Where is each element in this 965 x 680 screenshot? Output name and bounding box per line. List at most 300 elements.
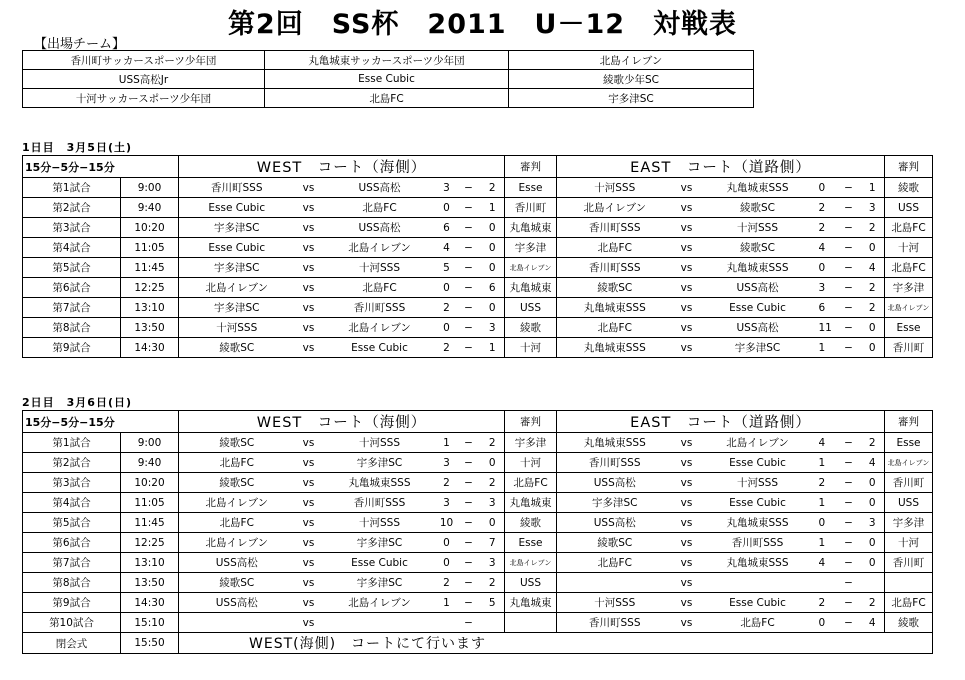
cell-e-vs: vs (673, 278, 701, 298)
cell-w-vs: vs (295, 533, 323, 553)
cell-e-ref: 綾歌 (885, 613, 933, 633)
cell-e-home: 宇多津SC (557, 493, 673, 513)
cell-w-s1: 0 (437, 533, 457, 553)
cell-no: 第1試合 (23, 178, 121, 198)
cell-e-ref (885, 573, 933, 593)
cell-e-s1: 2 (815, 593, 837, 613)
cell-w-s2: 3 (481, 318, 505, 338)
cell-e-dash: − (837, 453, 861, 473)
cell-e-home: 香川町SSS (557, 258, 673, 278)
cell-w-ref: 丸亀城東 (505, 278, 557, 298)
cell-w-s2: 3 (481, 553, 505, 573)
teams-table (22, 50, 754, 108)
cell-w-away: 宇多津SC (323, 573, 437, 593)
cell-w-ref: 十河 (505, 453, 557, 473)
cell-w-vs: vs (295, 453, 323, 473)
cell-e-dash: − (837, 553, 861, 573)
cell-e-dash: − (837, 298, 861, 318)
day1-schedule-table (22, 155, 933, 358)
cell-w-ref: 丸亀城東 (505, 593, 557, 613)
cell-e-vs: vs (673, 433, 701, 453)
cell-w-home: Esse Cubic (179, 198, 295, 218)
match-row (23, 553, 933, 573)
cell-w-s1: 0 (437, 278, 457, 298)
east-court-header: EAST コート（道路側） (557, 156, 885, 178)
cell-w-s1: 4 (437, 238, 457, 258)
cell-e-vs: vs (673, 553, 701, 573)
cell-e-s2: 2 (861, 298, 885, 318)
east-court-header: EAST コート（道路側） (557, 411, 885, 433)
cell-e-vs: vs (673, 218, 701, 238)
cell-time: 9:40 (121, 453, 179, 473)
cell-w-dash: − (457, 318, 481, 338)
cell-w-away: 北島イレブン (323, 593, 437, 613)
cell-w-dash: − (457, 198, 481, 218)
cell-w-home: 北島イレブン (179, 278, 295, 298)
match-row (23, 178, 933, 198)
cell-e-ref: 宇多津 (885, 278, 933, 298)
match-row (23, 433, 933, 453)
cell-w-s2: 2 (481, 473, 505, 493)
cell-w-dash: − (457, 593, 481, 613)
cell-w-dash: − (457, 473, 481, 493)
cell-w-s1: 1 (437, 433, 457, 453)
cell-e-s1: 11 (815, 318, 837, 338)
cell-w-away: 香川町SSS (323, 493, 437, 513)
cell-w-s2: 5 (481, 593, 505, 613)
cell-e-vs: vs (673, 298, 701, 318)
cell-e-ref: 香川町 (885, 553, 933, 573)
cell-e-ref: 香川町 (885, 338, 933, 358)
cell-w-home: USS高松 (179, 553, 295, 573)
cell-w-s1: 3 (437, 178, 457, 198)
cell-e-away: Esse Cubic (701, 493, 815, 513)
cell-w-home: 宇多津SC (179, 298, 295, 318)
cell-no: 第6試合 (23, 533, 121, 553)
cell-w-away: USS高松 (323, 178, 437, 198)
cell-w-s2: 0 (481, 258, 505, 278)
cell-no: 第3試合 (23, 218, 121, 238)
cell-time: 13:10 (121, 298, 179, 318)
cell-w-s2: 0 (481, 298, 505, 318)
cell-w-home: 北島イレブン (179, 533, 295, 553)
cell-e-s2: 1 (861, 178, 885, 198)
closing-label: 閉会式 (23, 633, 121, 654)
cell-e-ref: USS (885, 493, 933, 513)
cell-e-s2: 0 (861, 553, 885, 573)
cell-w-away (323, 613, 437, 633)
cell-e-s1 (815, 573, 837, 593)
page-title: 第2回 SS杯 2011 U－12 対戦表 (227, 9, 738, 40)
cell-w-vs: vs (295, 433, 323, 453)
cell-e-s2: 4 (861, 258, 885, 278)
referee-header: 審判 (505, 156, 557, 178)
team-cell: 綾歌少年SC (509, 70, 754, 89)
cell-e-away: 十河SSS (701, 473, 815, 493)
cell-e-dash: − (837, 338, 861, 358)
cell-w-home: 宇多津SC (179, 258, 295, 278)
cell-w-dash: − (457, 613, 481, 633)
cell-w-dash: − (457, 178, 481, 198)
cell-e-s1: 1 (815, 453, 837, 473)
team-cell: 十河サッカースポーツ少年団 (23, 89, 265, 108)
cell-w-vs: vs (295, 553, 323, 573)
cell-w-s1: 2 (437, 338, 457, 358)
cell-e-away: Esse Cubic (701, 298, 815, 318)
cell-w-vs: vs (295, 573, 323, 593)
cell-e-ref: 北島イレブン (885, 453, 933, 473)
cell-w-vs: vs (295, 338, 323, 358)
cell-w-home: 綾歌SC (179, 433, 295, 453)
cell-w-away: 十河SSS (323, 513, 437, 533)
cell-w-home: 宇多津SC (179, 218, 295, 238)
cell-e-vs: vs (673, 473, 701, 493)
cell-time: 15:10 (121, 613, 179, 633)
cell-w-dash: − (457, 433, 481, 453)
closing-note: WEST(海側) コートにて行います (179, 633, 933, 654)
match-row (23, 218, 933, 238)
cell-e-home: 香川町SSS (557, 613, 673, 633)
cell-w-ref: 丸亀城東 (505, 493, 557, 513)
cell-e-s2: 3 (861, 513, 885, 533)
cell-e-s2: 3 (861, 198, 885, 218)
cell-w-dash: − (457, 338, 481, 358)
cell-w-s2: 7 (481, 533, 505, 553)
cell-time: 13:50 (121, 573, 179, 593)
cell-e-ref: 北島イレブン (885, 298, 933, 318)
cell-w-vs: vs (295, 493, 323, 513)
cell-w-s1: 3 (437, 453, 457, 473)
cell-e-s2: 0 (861, 493, 885, 513)
closing-time: 15:50 (121, 633, 179, 654)
cell-e-ref: 綾歌 (885, 178, 933, 198)
cell-w-ref: 北島イレブン (505, 553, 557, 573)
cell-e-vs: vs (673, 258, 701, 278)
cell-e-vs: vs (673, 198, 701, 218)
match-row (23, 338, 933, 358)
cell-e-vs: vs (673, 338, 701, 358)
cell-e-s2: 0 (861, 533, 885, 553)
cell-w-ref: 北島FC (505, 473, 557, 493)
cell-w-away: USS高松 (323, 218, 437, 238)
cell-e-s1: 4 (815, 433, 837, 453)
cell-e-dash: − (837, 533, 861, 553)
cell-e-s2: 0 (861, 338, 885, 358)
cell-e-home: 十河SSS (557, 593, 673, 613)
cell-e-home: 丸亀城東SSS (557, 298, 673, 318)
cell-e-away: 丸亀城東SSS (701, 553, 815, 573)
cell-e-s2 (861, 573, 885, 593)
cell-e-away: 宇多津SC (701, 338, 815, 358)
cell-w-s1: 6 (437, 218, 457, 238)
match-row (23, 573, 933, 593)
cell-e-ref: Esse (885, 318, 933, 338)
cell-w-away: 北島FC (323, 198, 437, 218)
team-cell: 北島FC (265, 89, 509, 108)
west-court-header: WEST コート（海側） (179, 156, 505, 178)
cell-w-home: USS高松 (179, 593, 295, 613)
cell-w-vs: vs (295, 238, 323, 258)
cell-e-home: 北島イレブン (557, 198, 673, 218)
cell-e-ref: 北島FC (885, 258, 933, 278)
cell-no: 第3試合 (23, 473, 121, 493)
cell-e-vs: vs (673, 613, 701, 633)
cell-e-dash: − (837, 258, 861, 278)
match-row (23, 513, 933, 533)
match-row (23, 613, 933, 633)
match-row (23, 258, 933, 278)
cell-w-dash: − (457, 238, 481, 258)
cell-no: 第2試合 (23, 453, 121, 473)
referee-header: 審判 (885, 411, 933, 433)
referee-header: 審判 (885, 156, 933, 178)
cell-w-vs: vs (295, 513, 323, 533)
cell-e-s1: 2 (815, 473, 837, 493)
cell-no: 第8試合 (23, 573, 121, 593)
teams-row (23, 89, 754, 108)
cell-e-dash: − (837, 433, 861, 453)
cell-w-home: 十河SSS (179, 318, 295, 338)
cell-e-vs: vs (673, 238, 701, 258)
cell-w-vs: vs (295, 318, 323, 338)
cell-e-vs: vs (673, 453, 701, 473)
cell-e-away: 丸亀城東SSS (701, 513, 815, 533)
team-cell: Esse Cubic (265, 70, 509, 89)
cell-e-home: 綾歌SC (557, 533, 673, 553)
header-row (23, 411, 933, 433)
cell-e-s2: 0 (861, 473, 885, 493)
cell-w-vs: vs (295, 198, 323, 218)
cell-w-ref: USS (505, 573, 557, 593)
cell-e-away: USS高松 (701, 318, 815, 338)
day1-label: 1日目 3月5日(土) (22, 141, 133, 154)
cell-w-dash: − (457, 533, 481, 553)
cell-e-s1: 0 (815, 513, 837, 533)
cell-e-home: 北島FC (557, 318, 673, 338)
match-row (23, 318, 933, 338)
cell-e-dash: − (837, 218, 861, 238)
match-row (23, 238, 933, 258)
cell-w-s2: 0 (481, 513, 505, 533)
cell-w-vs: vs (295, 613, 323, 633)
cell-e-s1: 2 (815, 198, 837, 218)
cell-e-dash: − (837, 473, 861, 493)
cell-w-away: 北島イレブン (323, 318, 437, 338)
cell-w-home: 綾歌SC (179, 573, 295, 593)
cell-e-home: 香川町SSS (557, 453, 673, 473)
cell-e-dash: − (837, 178, 861, 198)
cell-w-away: 十河SSS (323, 433, 437, 453)
cell-w-dash: − (457, 513, 481, 533)
cell-e-ref: 十河 (885, 238, 933, 258)
cell-w-ref: 香川町 (505, 198, 557, 218)
cell-e-dash: − (837, 593, 861, 613)
cell-time: 9:00 (121, 178, 179, 198)
cell-e-s2: 0 (861, 238, 885, 258)
cell-e-home: 北島FC (557, 238, 673, 258)
cell-e-away: 十河SSS (701, 218, 815, 238)
cell-e-dash: − (837, 573, 861, 593)
cell-e-s1: 1 (815, 338, 837, 358)
cell-no: 第5試合 (23, 513, 121, 533)
cell-w-ref: 綾歌 (505, 513, 557, 533)
cell-e-away: 丸亀城東SSS (701, 258, 815, 278)
cell-w-ref: Esse (505, 178, 557, 198)
cell-no: 第9試合 (23, 338, 121, 358)
cell-e-vs: vs (673, 513, 701, 533)
cell-w-ref: 北島イレブン (505, 258, 557, 278)
cell-w-s2: 0 (481, 453, 505, 473)
cell-w-s2: 1 (481, 198, 505, 218)
cell-time: 13:10 (121, 553, 179, 573)
cell-e-s1: 0 (815, 613, 837, 633)
cell-w-home (179, 613, 295, 633)
cell-no: 第9試合 (23, 593, 121, 613)
cell-w-away: 宇多津SC (323, 533, 437, 553)
cell-time: 10:20 (121, 218, 179, 238)
cell-w-away: 十河SSS (323, 258, 437, 278)
cell-w-dash: − (457, 278, 481, 298)
cell-e-s2: 2 (861, 593, 885, 613)
cell-w-dash: − (457, 573, 481, 593)
cell-e-dash: − (837, 198, 861, 218)
cell-e-dash: − (837, 318, 861, 338)
cell-w-vs: vs (295, 258, 323, 278)
cell-e-home: USS高松 (557, 513, 673, 533)
teams-row (23, 70, 754, 89)
cell-w-ref: 十河 (505, 338, 557, 358)
cell-e-s2: 2 (861, 218, 885, 238)
cell-e-away: 北島FC (701, 613, 815, 633)
cell-e-ref: USS (885, 198, 933, 218)
cell-e-s1: 4 (815, 238, 837, 258)
team-cell: 丸亀城東サッカースポーツ少年団 (265, 51, 509, 70)
cell-w-s2: 3 (481, 493, 505, 513)
teams-label: 【出場チーム】 (34, 37, 126, 52)
cell-w-s2: 2 (481, 573, 505, 593)
cell-w-ref: 丸亀城東 (505, 218, 557, 238)
cell-w-ref: 宇多津 (505, 433, 557, 453)
cell-no: 第5試合 (23, 258, 121, 278)
cell-w-s2: 1 (481, 338, 505, 358)
match-row (23, 473, 933, 493)
cell-w-s2: 0 (481, 238, 505, 258)
cell-e-away: USS高松 (701, 278, 815, 298)
cell-w-ref: Esse (505, 533, 557, 553)
cell-e-s2: 2 (861, 278, 885, 298)
cell-e-s1: 0 (815, 258, 837, 278)
team-cell: 香川町サッカースポーツ少年団 (23, 51, 265, 70)
cell-no: 第7試合 (23, 553, 121, 573)
cell-w-vs: vs (295, 473, 323, 493)
cell-no: 第6試合 (23, 278, 121, 298)
cell-w-ref: 宇多津 (505, 238, 557, 258)
cell-e-dash: − (837, 613, 861, 633)
cell-w-vs: vs (295, 298, 323, 318)
cell-time: 9:00 (121, 433, 179, 453)
cell-no: 第1試合 (23, 433, 121, 453)
cell-w-vs: vs (295, 218, 323, 238)
cell-e-ref: 十河 (885, 533, 933, 553)
cell-w-home: 北島イレブン (179, 493, 295, 513)
team-cell: USS高松Jr (23, 70, 265, 89)
cell-e-dash: − (837, 513, 861, 533)
cell-e-dash: − (837, 238, 861, 258)
cell-e-home (557, 573, 673, 593)
cell-e-s1: 2 (815, 218, 837, 238)
cell-w-away: Esse Cubic (323, 553, 437, 573)
cell-e-s1: 3 (815, 278, 837, 298)
day2-schedule-table (22, 410, 933, 654)
west-court-header: WEST コート（海側） (179, 411, 505, 433)
cell-e-away: 丸亀城東SSS (701, 178, 815, 198)
cell-e-vs: vs (673, 318, 701, 338)
cell-e-dash: − (837, 278, 861, 298)
cell-e-s1: 6 (815, 298, 837, 318)
cell-w-away: 丸亀城東SSS (323, 473, 437, 493)
cell-e-ref: 北島FC (885, 218, 933, 238)
cell-e-vs: vs (673, 493, 701, 513)
cell-w-home: 香川町SSS (179, 178, 295, 198)
match-row (23, 198, 933, 218)
cell-time: 11:45 (121, 258, 179, 278)
cell-w-dash: − (457, 258, 481, 278)
cell-time: 12:25 (121, 533, 179, 553)
cell-w-s1: 3 (437, 493, 457, 513)
cell-no: 第7試合 (23, 298, 121, 318)
cell-e-home: 北島FC (557, 553, 673, 573)
cell-w-s2 (481, 613, 505, 633)
match-row (23, 278, 933, 298)
match-row (23, 298, 933, 318)
cell-time: 11:05 (121, 238, 179, 258)
cell-w-ref: 綾歌 (505, 318, 557, 338)
cell-time: 14:30 (121, 338, 179, 358)
cell-e-ref: Esse (885, 433, 933, 453)
cell-w-s1: 2 (437, 573, 457, 593)
cell-time: 11:05 (121, 493, 179, 513)
cell-time: 13:50 (121, 318, 179, 338)
cell-e-s1: 1 (815, 533, 837, 553)
cell-e-s2: 4 (861, 613, 885, 633)
cell-time: 10:20 (121, 473, 179, 493)
cell-w-vs: vs (295, 278, 323, 298)
cell-no: 第2試合 (23, 198, 121, 218)
cell-e-s1: 1 (815, 493, 837, 513)
cell-w-away: Esse Cubic (323, 338, 437, 358)
cell-e-s2: 2 (861, 433, 885, 453)
cell-e-vs: vs (673, 533, 701, 553)
cell-w-away: 宇多津SC (323, 453, 437, 473)
cell-time: 12:25 (121, 278, 179, 298)
cell-w-s1: 1 (437, 593, 457, 613)
cell-w-home: 綾歌SC (179, 338, 295, 358)
match-row (23, 533, 933, 553)
cell-e-s1: 4 (815, 553, 837, 573)
teams-row (23, 51, 754, 70)
cell-w-dash: − (457, 453, 481, 473)
cell-e-ref: 宇多津 (885, 513, 933, 533)
cell-no: 第4試合 (23, 493, 121, 513)
cell-w-s1: 10 (437, 513, 457, 533)
match-format: 15分−5分−15分 (23, 411, 179, 433)
cell-e-ref: 北島FC (885, 593, 933, 613)
cell-e-away: 綾歌SC (701, 198, 815, 218)
cell-no: 第4試合 (23, 238, 121, 258)
cell-e-home: 綾歌SC (557, 278, 673, 298)
cell-w-s2: 2 (481, 433, 505, 453)
cell-e-away: 綾歌SC (701, 238, 815, 258)
